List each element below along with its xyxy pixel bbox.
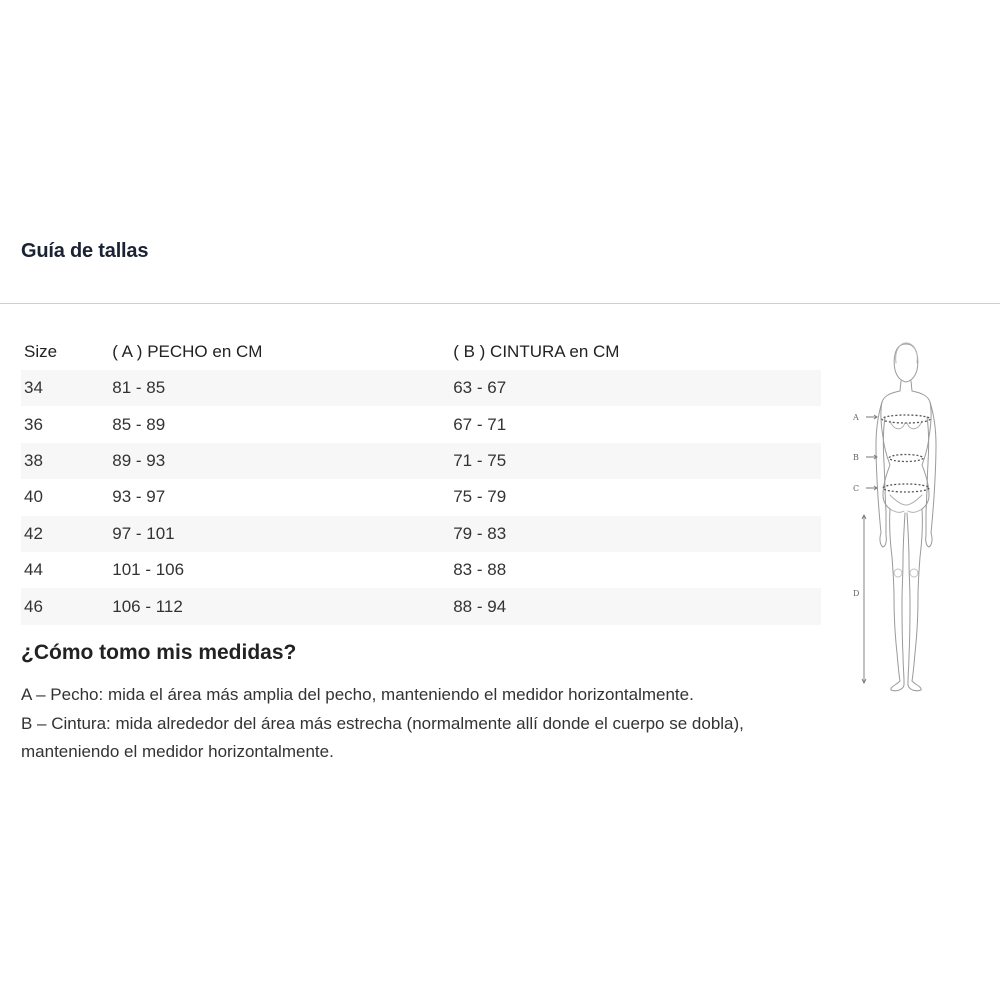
figure-shorts (890, 495, 922, 512)
figure-arm-right-inner (926, 417, 929, 535)
cell-size: 46 (21, 588, 109, 624)
cell-waist: 88 - 94 (450, 588, 821, 624)
figure-hand-right (926, 533, 932, 547)
figure-knee-left (894, 569, 902, 577)
howto-text (21, 681, 821, 767)
title-divider (0, 303, 1000, 304)
figure-leg-left (890, 509, 900, 681)
cell-size: 36 (21, 406, 109, 442)
cell-size: 40 (21, 479, 109, 515)
table-row (21, 588, 821, 624)
measure-line-d (862, 515, 866, 683)
column-header-size: Size (24, 342, 58, 361)
cell-waist: 75 - 79 (450, 479, 821, 515)
howto-waist-text: B – Cintura: mida alrededor del área más estrecha (normalmente allí donde el cuerpo se dobla), manteniendo el medidor horizontalmente. (21, 713, 744, 761)
figure-label-a: A (853, 413, 859, 422)
figure-foot-left (891, 681, 904, 691)
body-measurement-figure-icon (846, 335, 976, 695)
measure-line-c (883, 484, 929, 492)
cell-size: 44 (21, 552, 109, 588)
figure-knee-right (910, 569, 918, 577)
howto-title: ¿Cómo tomo mis medidas? (21, 641, 297, 664)
table-row (21, 443, 821, 479)
column-header-waist: ( B ) CINTURA en CM (453, 342, 620, 361)
table-row (21, 406, 821, 442)
table-row (21, 370, 821, 406)
cell-size: 34 (21, 370, 109, 406)
table-row (21, 552, 821, 588)
figure-leg-right-inner (907, 513, 910, 681)
arrow-a (866, 415, 877, 419)
size-table (21, 334, 821, 625)
cell-waist: 79 - 83 (450, 516, 821, 552)
page-title: Guía de tallas (21, 240, 149, 262)
cell-chest: 97 - 101 (109, 516, 450, 552)
cell-chest: 106 - 112 (109, 588, 450, 624)
figure-hand-left (880, 533, 886, 547)
measure-line-b (889, 455, 923, 462)
cell-waist: 67 - 71 (450, 406, 821, 442)
howto-chest-text: A – Pecho: mida el área más amplia del pecho, manteniendo el medidor horizontalmente. (21, 685, 694, 704)
table-row (21, 479, 821, 515)
cell-chest: 89 - 93 (109, 443, 450, 479)
cell-waist: 71 - 75 (450, 443, 821, 479)
arrow-c (866, 486, 877, 490)
table-row (21, 516, 821, 552)
cell-chest: 85 - 89 (109, 406, 450, 442)
figure-leg-right (912, 509, 922, 681)
cell-waist: 63 - 67 (450, 370, 821, 406)
arrow-b (866, 455, 877, 459)
cell-chest: 93 - 97 (109, 479, 450, 515)
table-header-row (21, 334, 821, 370)
cell-waist: 83 - 88 (450, 552, 821, 588)
cell-size: 38 (21, 443, 109, 479)
figure-label-d: D (853, 589, 860, 598)
column-header-chest: ( A ) PECHO en CM (112, 342, 263, 361)
cell-chest: 81 - 85 (109, 370, 450, 406)
figure-foot-right (908, 681, 921, 691)
measure-line-a (882, 415, 930, 423)
cell-chest: 101 - 106 (109, 552, 450, 588)
figure-label-b: B (853, 453, 859, 462)
cell-size: 42 (21, 516, 109, 552)
figure-leg-left-inner (902, 513, 905, 681)
figure-arm-left-inner (883, 417, 886, 535)
figure-label-c: C (853, 484, 860, 493)
